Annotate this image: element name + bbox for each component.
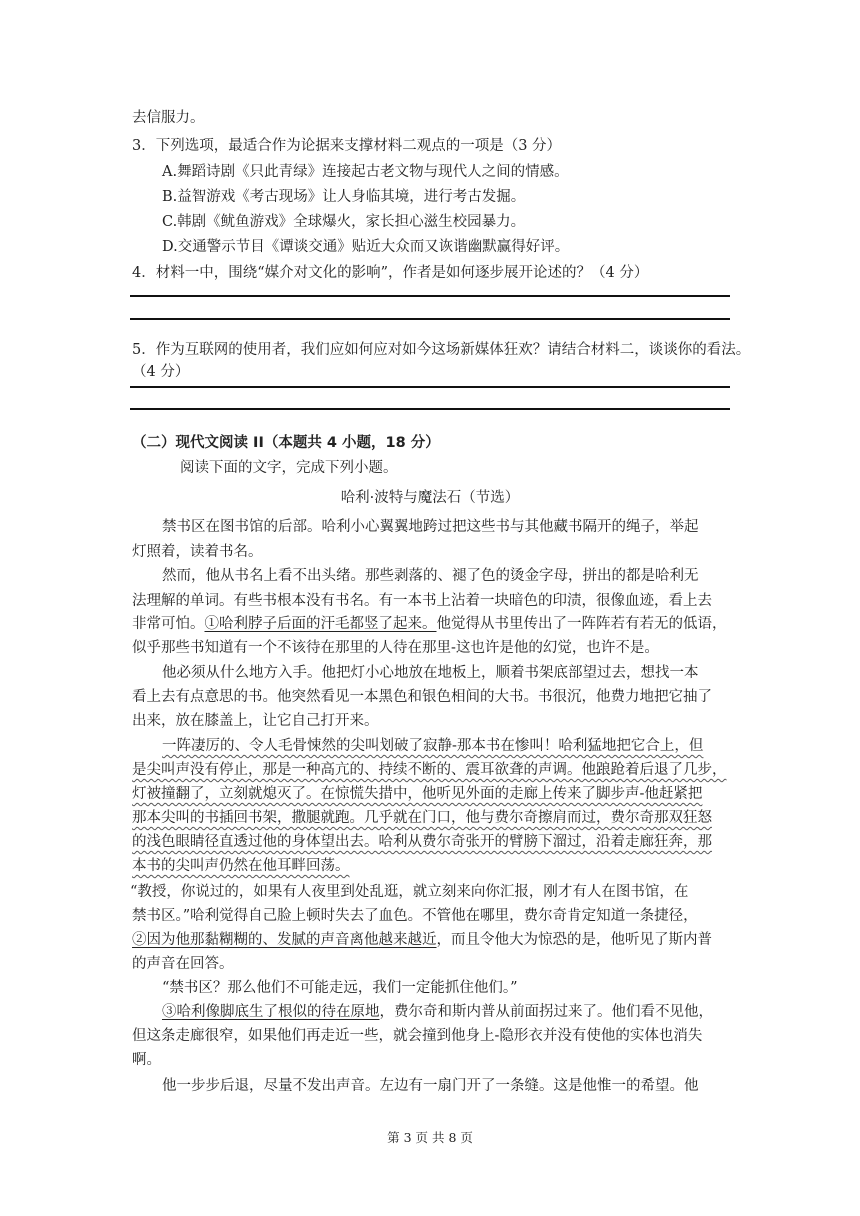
question-4: 4．材料一中，围绕“媒介对文化的影响”，作者是如何逐步展开论述的？（4 分） — [132, 265, 649, 281]
text-line: 去信服力。 — [132, 110, 205, 126]
wavy-underlined-text: 的浅色眼睛径直透过他的身体望出去。哈利从费尔奇张开的臂膀下溜过，沿着走廊狂奔，那 — [132, 834, 712, 850]
passage-line: 非常可怕。①哈利脖子后面的汗毛都竖了起来。他觉得从书里传出了一阵阵若有若无的低语， — [132, 616, 727, 632]
wavy-underlined-text: 灯被撞翻了，立刻就熄灭了。在惊慌失措中，他听见外面的走廊上传来了脚步声-他赶紧把 — [132, 786, 703, 802]
passage-line: 禁书区。”哈利觉得自己脸上顿时失去了血色。不管他在哪里，费尔奇肯定知道一条捷径， — [132, 908, 698, 924]
underlined-sentence-3: ③哈利像脚底生了根似的待在原地 — [162, 1004, 380, 1020]
question-3: 3．下列选项，最适合作为论据来支撑材料二观点的一项是（3 分） — [132, 138, 562, 154]
passage-line: 然而，他从书名上看不出头绪。那些剥落的、褪了色的烫金字母，拼出的都是哈利无 — [162, 568, 699, 584]
option-c: C.韩剧《鱿鱼游戏》全球爆火，家长担心滋生校园暴力。 — [162, 214, 526, 230]
passage-line — [132, 782, 702, 803]
passage-line: ③哈利像脚底生了根似的待在原地，费尔奇和斯内普从前面拐过来了。他们看不见他， — [162, 1004, 713, 1020]
passage-line — [162, 734, 703, 755]
passage-line: 看上去有点意思的书。他突然看见一本黑色和银色相间的大书。书很沉，他费力地把它抽了 — [132, 689, 712, 705]
wavy-underlined-text: 本书的尖叫声仍然在他耳畔回荡。 — [132, 858, 350, 874]
underlined-sentence-1: ①哈利脖子后面的汗毛都竖了起来。 — [204, 616, 437, 632]
passage-line: 但这条走廊很窄，如果他们再走近一些，就会撞到他身上-隐形衣并没有使他的实体也消失 — [132, 1028, 703, 1044]
passage-line: 似乎那些书知道有一个不该待在那里的人待在那里-这也许是他的幻觉，也许不是。 — [132, 640, 659, 656]
passage-line: 禁书区在图书馆的后部。哈利小心翼翼地跨过把这些书与其他藏书隔开的绳子，举起 — [162, 519, 699, 535]
passage-line — [132, 806, 712, 827]
passage-line: 的声音在回答。 — [132, 956, 234, 972]
answer-line — [130, 295, 730, 297]
instruction: 阅读下面的文字，完成下列小题。 — [180, 460, 398, 476]
underlined-sentence-2: ②因为他那黏糊糊的、发腻的声音离他越来越近 — [132, 932, 437, 948]
wavy-underlined-text: 那本尖叫的书插回书架，撒腿就跑。几乎就在门口，他与费尔奇擦肩而过，费尔奇那双狂怒 — [132, 810, 712, 826]
passage-line — [132, 830, 712, 851]
answer-line — [130, 318, 730, 320]
passage-line: 灯照着，读着书名。 — [132, 544, 263, 560]
page-number: 第 3 页 共 8 页 — [387, 1130, 473, 1145]
wavy-underlined-text: 一阵凄厉的、令人毛骨悚然的尖叫划破了寂静-那本书在惨叫！哈利猛地把它合上，但 — [162, 738, 704, 754]
section-heading: （二）现代文阅读 II（本题共 4 小题，18 分） — [132, 435, 440, 451]
passage-line — [132, 758, 727, 779]
answer-line — [130, 408, 730, 410]
answer-line — [130, 386, 730, 388]
question-5: 5．作为互联网的使用者，我们应如何应对如今这场新媒体狂欢？请结合材料二，谈谈你的看法。 — [132, 342, 751, 358]
passage-line: 啊。 — [132, 1052, 161, 1068]
passage-line: 法理解的单词。有些书根本没有书名。有一本书上沾着一块暗色的印渍，很像血迹，看上去 — [132, 593, 712, 609]
wavy-underlined-text: 是尖叫声没有停止，那是一种高亢的、持续不断的、震耳欲聋的声调。他踉跄着后退了几步， — [132, 762, 727, 778]
passage-line: ②因为他那黏糊糊的、发腻的声音离他越来越近，而且令他大为惊恐的是，他听见了斯内普 — [132, 932, 712, 948]
passage-line: “教授，你说过的，如果有人夜里到处乱逛，就立刻来向你汇报，刚才有人在图书馆，在 — [130, 884, 689, 900]
passage-line: 出来，放在膝盖上，让它自己打开来。 — [132, 713, 379, 729]
option-b: B.益智游戏《考古现场》让人身临其境，进行考古发掘。 — [162, 189, 526, 205]
question-5-points: （4 分） — [132, 364, 190, 380]
passage-line: 他必须从什么地方入手。他把灯小心地放在地板上，顺着书架底部望过去，想找一本 — [162, 665, 699, 681]
passage-title: 哈利·波特与魔法石（节选） — [340, 490, 520, 506]
option-a: A.舞蹈诗剧《只此青绿》连接起古老文物与现代人之间的情感。 — [162, 164, 569, 180]
option-d: D.交通警示节目《谭谈交通》贴近大众而又诙谐幽默赢得好评。 — [162, 239, 570, 255]
passage-line — [132, 854, 350, 875]
passage-line: “禁书区？那么他们不可能走远，我们一定能抓住他们。” — [162, 980, 518, 996]
passage-line: 他一步步后退，尽量不发出声音。左边有一扇门开了一条缝。这是他惟一的希望。他 — [162, 1078, 699, 1094]
